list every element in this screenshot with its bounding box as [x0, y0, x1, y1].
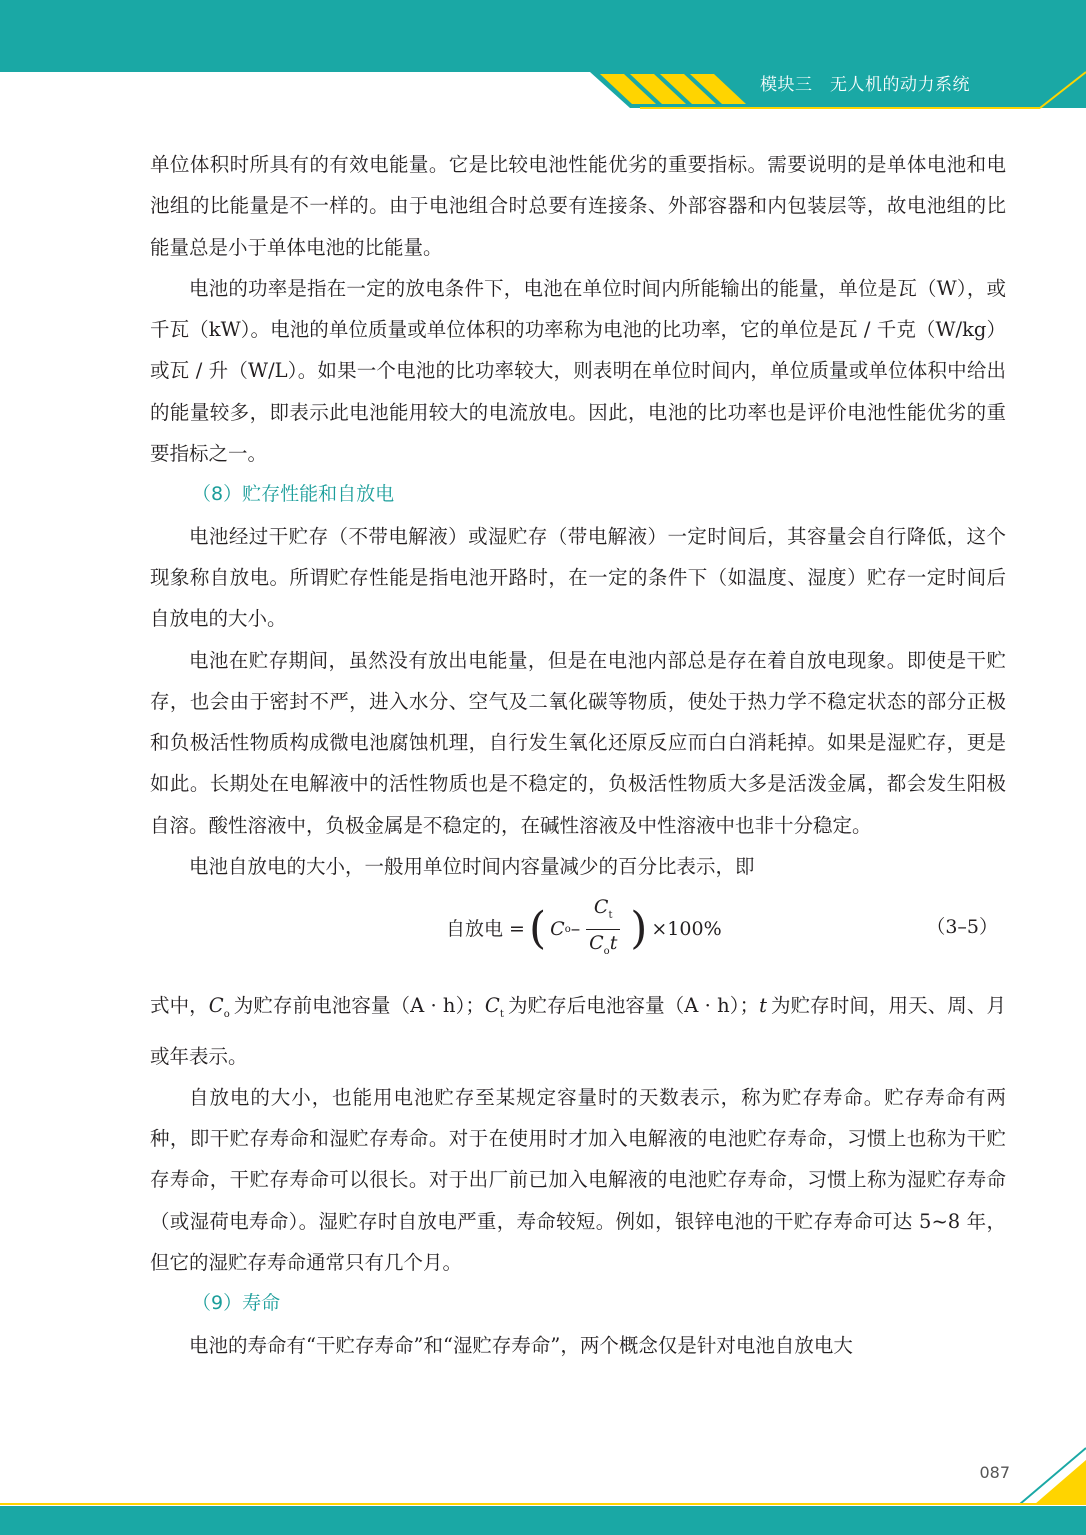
paragraph: 电池的功率是指在一定的放电条件下，电池在单位时间内所能输出的能量，单位是瓦（W），或千瓦（kW）。电池的单位质量或单位体积的功率称为电池的比功率，它的单位是瓦 / 千克（W/kg）或瓦 / 升（W/L）。如果一个电池的比功率较大，则表明在单位时间内，单位质量或单位体积中给出的能量较多，即表示此电池能用较大的电流放电。因此，电池的比功率也是评价电池性能优劣的重要指标之一。 [150, 276, 1006, 466]
symbol-c: C [589, 931, 604, 954]
explanation-ct: 为贮存后电池容量（A · h）； [507, 994, 760, 1018]
explanation-t: 为贮存时间，用天、周、月或年表示。 [150, 994, 1006, 1068]
right-paren: ) [630, 903, 648, 955]
page-body [150, 144, 1006, 1366]
numerator [594, 894, 613, 929]
subscript-o: o [603, 945, 610, 957]
formula-lhs: 自放电 = [446, 917, 525, 940]
paragraph: 电池经过干贮存（不带电解液）或湿贮存（带电解液）一定时间后，其容量会自行降低，这个现象称自放电。所谓贮存性能是指电池开路时，在一定的条件下（如温度、湿度）贮存一定时间后自放电的大小。 [150, 524, 1006, 631]
symbol-c: C [550, 917, 565, 940]
subscript-t: t [608, 909, 613, 921]
symbol-c: C [208, 994, 224, 1018]
module-title: 模块三 无人机的动力系统 [760, 75, 970, 95]
page-number: 087 [979, 1463, 1010, 1482]
self-discharge-formula [446, 889, 722, 969]
symbol-c: C [484, 994, 500, 1018]
section-heading-8: （8）贮存性能和自放电 [192, 483, 395, 506]
subscript-o: o [564, 923, 571, 935]
paragraph: 单位体积时所具有的有效电能量。它是比较电池性能优劣的重要指标。需要说明的是单体电池和电池组的比能量是不一样的。由于电池组合时总要有连接条、外部容器和内包装层等，故电池组的比能量总是小于单体电池的比能量。 [150, 153, 1006, 259]
fraction [586, 894, 620, 965]
formula-explanation [150, 985, 1006, 1076]
paragraph: 电池自放电的大小，一般用单位时间内容量减少的百分比表示，即 [189, 855, 755, 879]
minus-sign: – [570, 917, 581, 940]
symbol-c: C [593, 896, 609, 919]
paragraph: 电池在贮存期间，虽然没有放出电能量，但是在电池内部总是存在着自放电现象。即使是干贮存，也会由于密封不严，进入水分、空气及二氧化碳等物质，使处于热力学不稳定状态的部分正极和负极活性物质构成微电池腐蚀机理，自行发生氧化还原反应而白白消耗掉。如果是湿贮存，更是如此。长期处在电解液中的活性物质也是不稳定的，负极活性物质大多是活泼金属，都会发生阳极自溶。酸性溶液中，负极金属是不稳定的，在碱性溶液及中性溶液中也非十分稳定。 [150, 648, 1006, 837]
denominator [589, 930, 617, 965]
paragraph: 电池的寿命有“干贮存寿命”和“湿贮存寿命”，两个概念仅是针对电池自放电大 [189, 1333, 853, 1357]
explanation-co: 为贮存前电池容量（A · h）； [233, 994, 485, 1018]
symbol-t: t [759, 994, 767, 1018]
section-heading-9: （9）寿命 [192, 1292, 281, 1315]
left-paren: ( [528, 903, 547, 955]
equation-number: （3–5） [926, 916, 998, 939]
paragraph: 自放电的大小，也能用电池贮存至某规定容量时的天数表示，称为贮存寿命。贮存寿命有两种，即干贮存寿命和湿贮存寿命。对于在使用时才加入电解液的电池贮存寿命，习惯上也称为干贮存寿命，干贮存寿命可以很长。对于出厂前已加入电解液的电池贮存寿命，习惯上称为湿贮存寿命（或湿荷电寿命）。湿贮存时自放电严重，寿命较短。例如，银锌电池的干贮存寿命可达 5~8 年，但它的湿贮存寿命通常只有几个月。 [150, 1085, 1006, 1275]
footer-band [0, 1440, 1086, 1535]
formula-3-5 [150, 887, 1006, 985]
symbol-t: t [609, 931, 618, 954]
subscript-o: o [223, 1009, 230, 1021]
subscript-t: t [499, 1009, 504, 1021]
times-100-percent: ×100% [651, 917, 722, 940]
explanation-lead: 式中， [150, 994, 209, 1018]
